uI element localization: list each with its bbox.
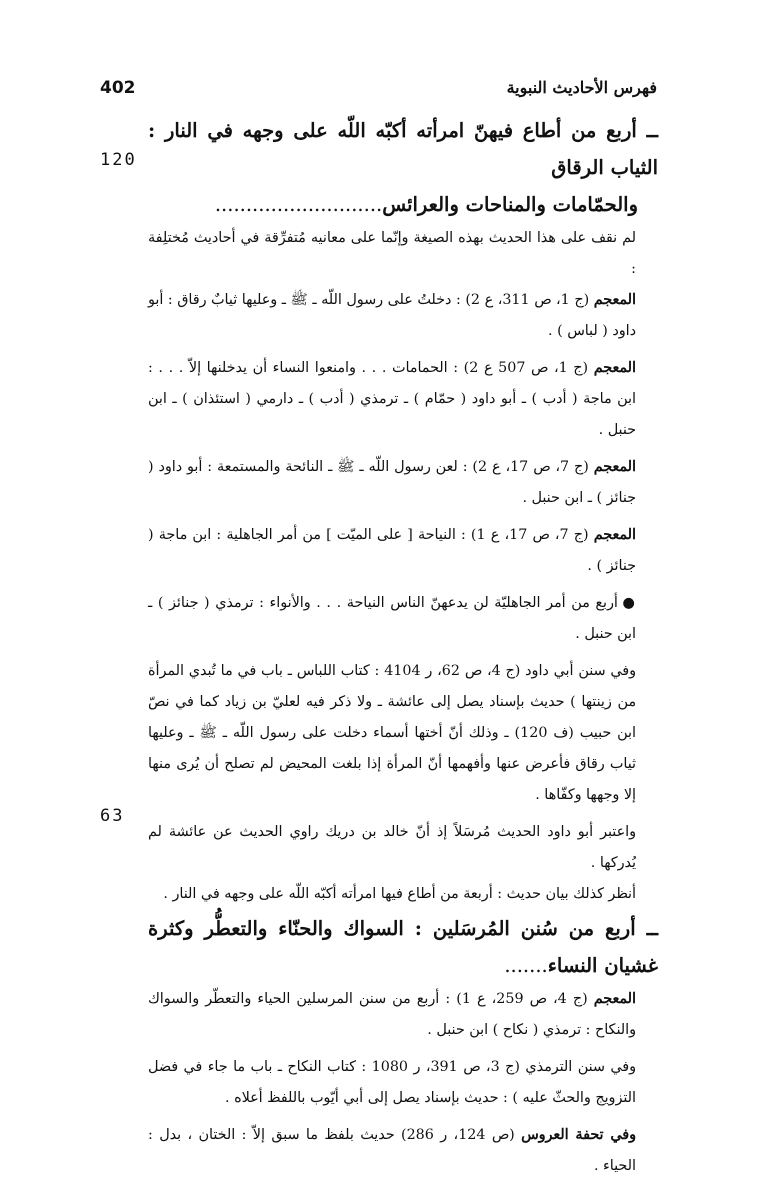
source-text: أربع من أمر الجاهليّة لن يدعهنّ الناس النياحة . . . والأنواء : ترمذي ( جنائز ) ـ ابن حنبل . xyxy=(148,595,636,642)
commentary-paragraph: وفي سنن الترمذي (ج 3، ص 391، ر 1080 : كتاب النكاح ـ باب ما جاء في فضل التزويج والحثّ عليه ) : حديث بإسناد يصل إلى أبي أيّوب باللفظ أعلاه . xyxy=(148,1059,636,1106)
commentary-paragraph xyxy=(148,1120,636,1182)
page-number: 402 xyxy=(100,78,136,98)
entry-2-reference-number: 63 xyxy=(100,806,125,826)
hadith-entry-1 xyxy=(148,112,658,910)
entry-2-heading-line-1: أربع من سُنن المُرسَلين : السواك والحنّاء والتعطُّر وكثرة غشيان النساء xyxy=(148,917,658,977)
commentary-paragraph: لم نقف على هذا الحديث بهذه الصيغة وإنّما على معانيه مُتفرِّقة في أحاديث مُختلِفة : xyxy=(148,230,636,277)
commentary-paragraph xyxy=(148,285,636,347)
entry-1-reference-number: 120 xyxy=(100,150,137,170)
entry-1-commentary xyxy=(148,223,658,910)
source-label: المعجم xyxy=(593,292,636,308)
commentary-paragraph: وفي سنن أبي داود (ج 4، ص 62، ر 4104 : كتاب اللباس ـ باب في ما تُبدي المرأة من زينتها ) حديث بإسناد يصل إلى عائشة ـ ولا ذكر فيه لعليّ بن زياد كما في نصّ ابن حبيب (ف 120) ـ وذلك أنّ أختها أسماء دخلت على رسول اللّه ـ ﷺ ـ وعليها ثياب رقاق فأعرض عنها وأفهمها أنّ المرأة إذا بلغت المحيض لم تصلح أن يُرى منها إلا وجهها وكفّاها . xyxy=(148,663,637,803)
source-label: المعجم xyxy=(593,459,636,475)
entry-dash: ــ xyxy=(646,119,658,142)
source-text: (ج 1، ص 507 ع 2) : الحمامات . . . وامنعوا النساء أن يدخلنها إلاّ . . . : ابن ماجة ( أدب ) ـ أبو داود ( حمّام ) ـ ترمذي ( أدب ) ـ دارمي ( استئذان ) ـ ابن حنبل . xyxy=(148,360,636,438)
entry-1-heading-line-2: والحمّامات والمناحات والعرائس xyxy=(382,193,638,216)
source-label: المعجم xyxy=(593,527,636,543)
source-label: المعجم xyxy=(593,991,636,1007)
commentary-paragraph xyxy=(148,452,636,514)
commentary-paragraph xyxy=(148,520,636,582)
commentary-paragraph xyxy=(148,984,636,1046)
running-header: فهرس الأحاديث النبوية xyxy=(506,78,657,97)
source-text: (ص 124، ر 286) حديث بلفظ ما سبق إلاّ : الختان ، بدل : الحياء . xyxy=(148,1127,636,1174)
source-label: وفي تحفة العروس xyxy=(521,1127,637,1143)
entry-1-heading-line-1: أربع من أطاع فيهنّ امرأته أكبّه اللّه على وجهه في النار : الثياب الرقاق xyxy=(148,119,658,179)
entry-1-heading-line-2-wrap xyxy=(148,186,658,223)
source-text: (ج 7، ص 17، ع 1) : النياحة [ على الميّت ] من أمر الجاهلية : ابن ماجة ( جنائز ) . xyxy=(148,527,636,574)
commentary-paragraph xyxy=(148,588,636,650)
commentary-paragraph: أنظر كذلك بيان حديث : أربعة من أطاع فيها امرأته أكبّه اللّه على وجهه في النار . xyxy=(163,886,636,902)
hadith-entry-2 xyxy=(148,910,658,1182)
entry-2-heading xyxy=(148,910,658,984)
commentary-paragraph: واعتبر أبو داود الحديث مُرسَلاً إذ أنّ خالد بن دريك راوي الحديث عن عائشة لم يُدركها . xyxy=(148,824,636,871)
entry-1-heading xyxy=(148,112,658,223)
commentary-paragraph xyxy=(148,353,636,446)
source-label: المعجم xyxy=(593,360,636,376)
source-text: (ج 7، ص 17، ع 2) : لعن رسول اللّه ـ ﷺ ـ النائحة والمستمعة : أبو داود ( جنائز ) ـ ابن حنبل . xyxy=(148,459,636,506)
entry-dash: ــ xyxy=(646,917,658,940)
page-body xyxy=(148,112,658,1182)
leader-dots: ........................... xyxy=(214,193,383,216)
bullet-icon: ● xyxy=(622,595,636,611)
source-text: (ج 1، ص 311، ع 2) : دخلتُ على رسول اللّه ـ ﷺ ـ وعليها ثيابٌ رقاق : أبو داود ( لباس ) . xyxy=(148,292,636,339)
leader-dots: ....... xyxy=(504,954,548,977)
source-text: (ج 4، ص 259، ع 1) : أربع من سنن المرسلين الحياء والتعطّر والسواك والنكاح : ترمذي ( نكاح ) ابن حنبل . xyxy=(148,991,636,1038)
entry-2-commentary xyxy=(148,984,658,1182)
